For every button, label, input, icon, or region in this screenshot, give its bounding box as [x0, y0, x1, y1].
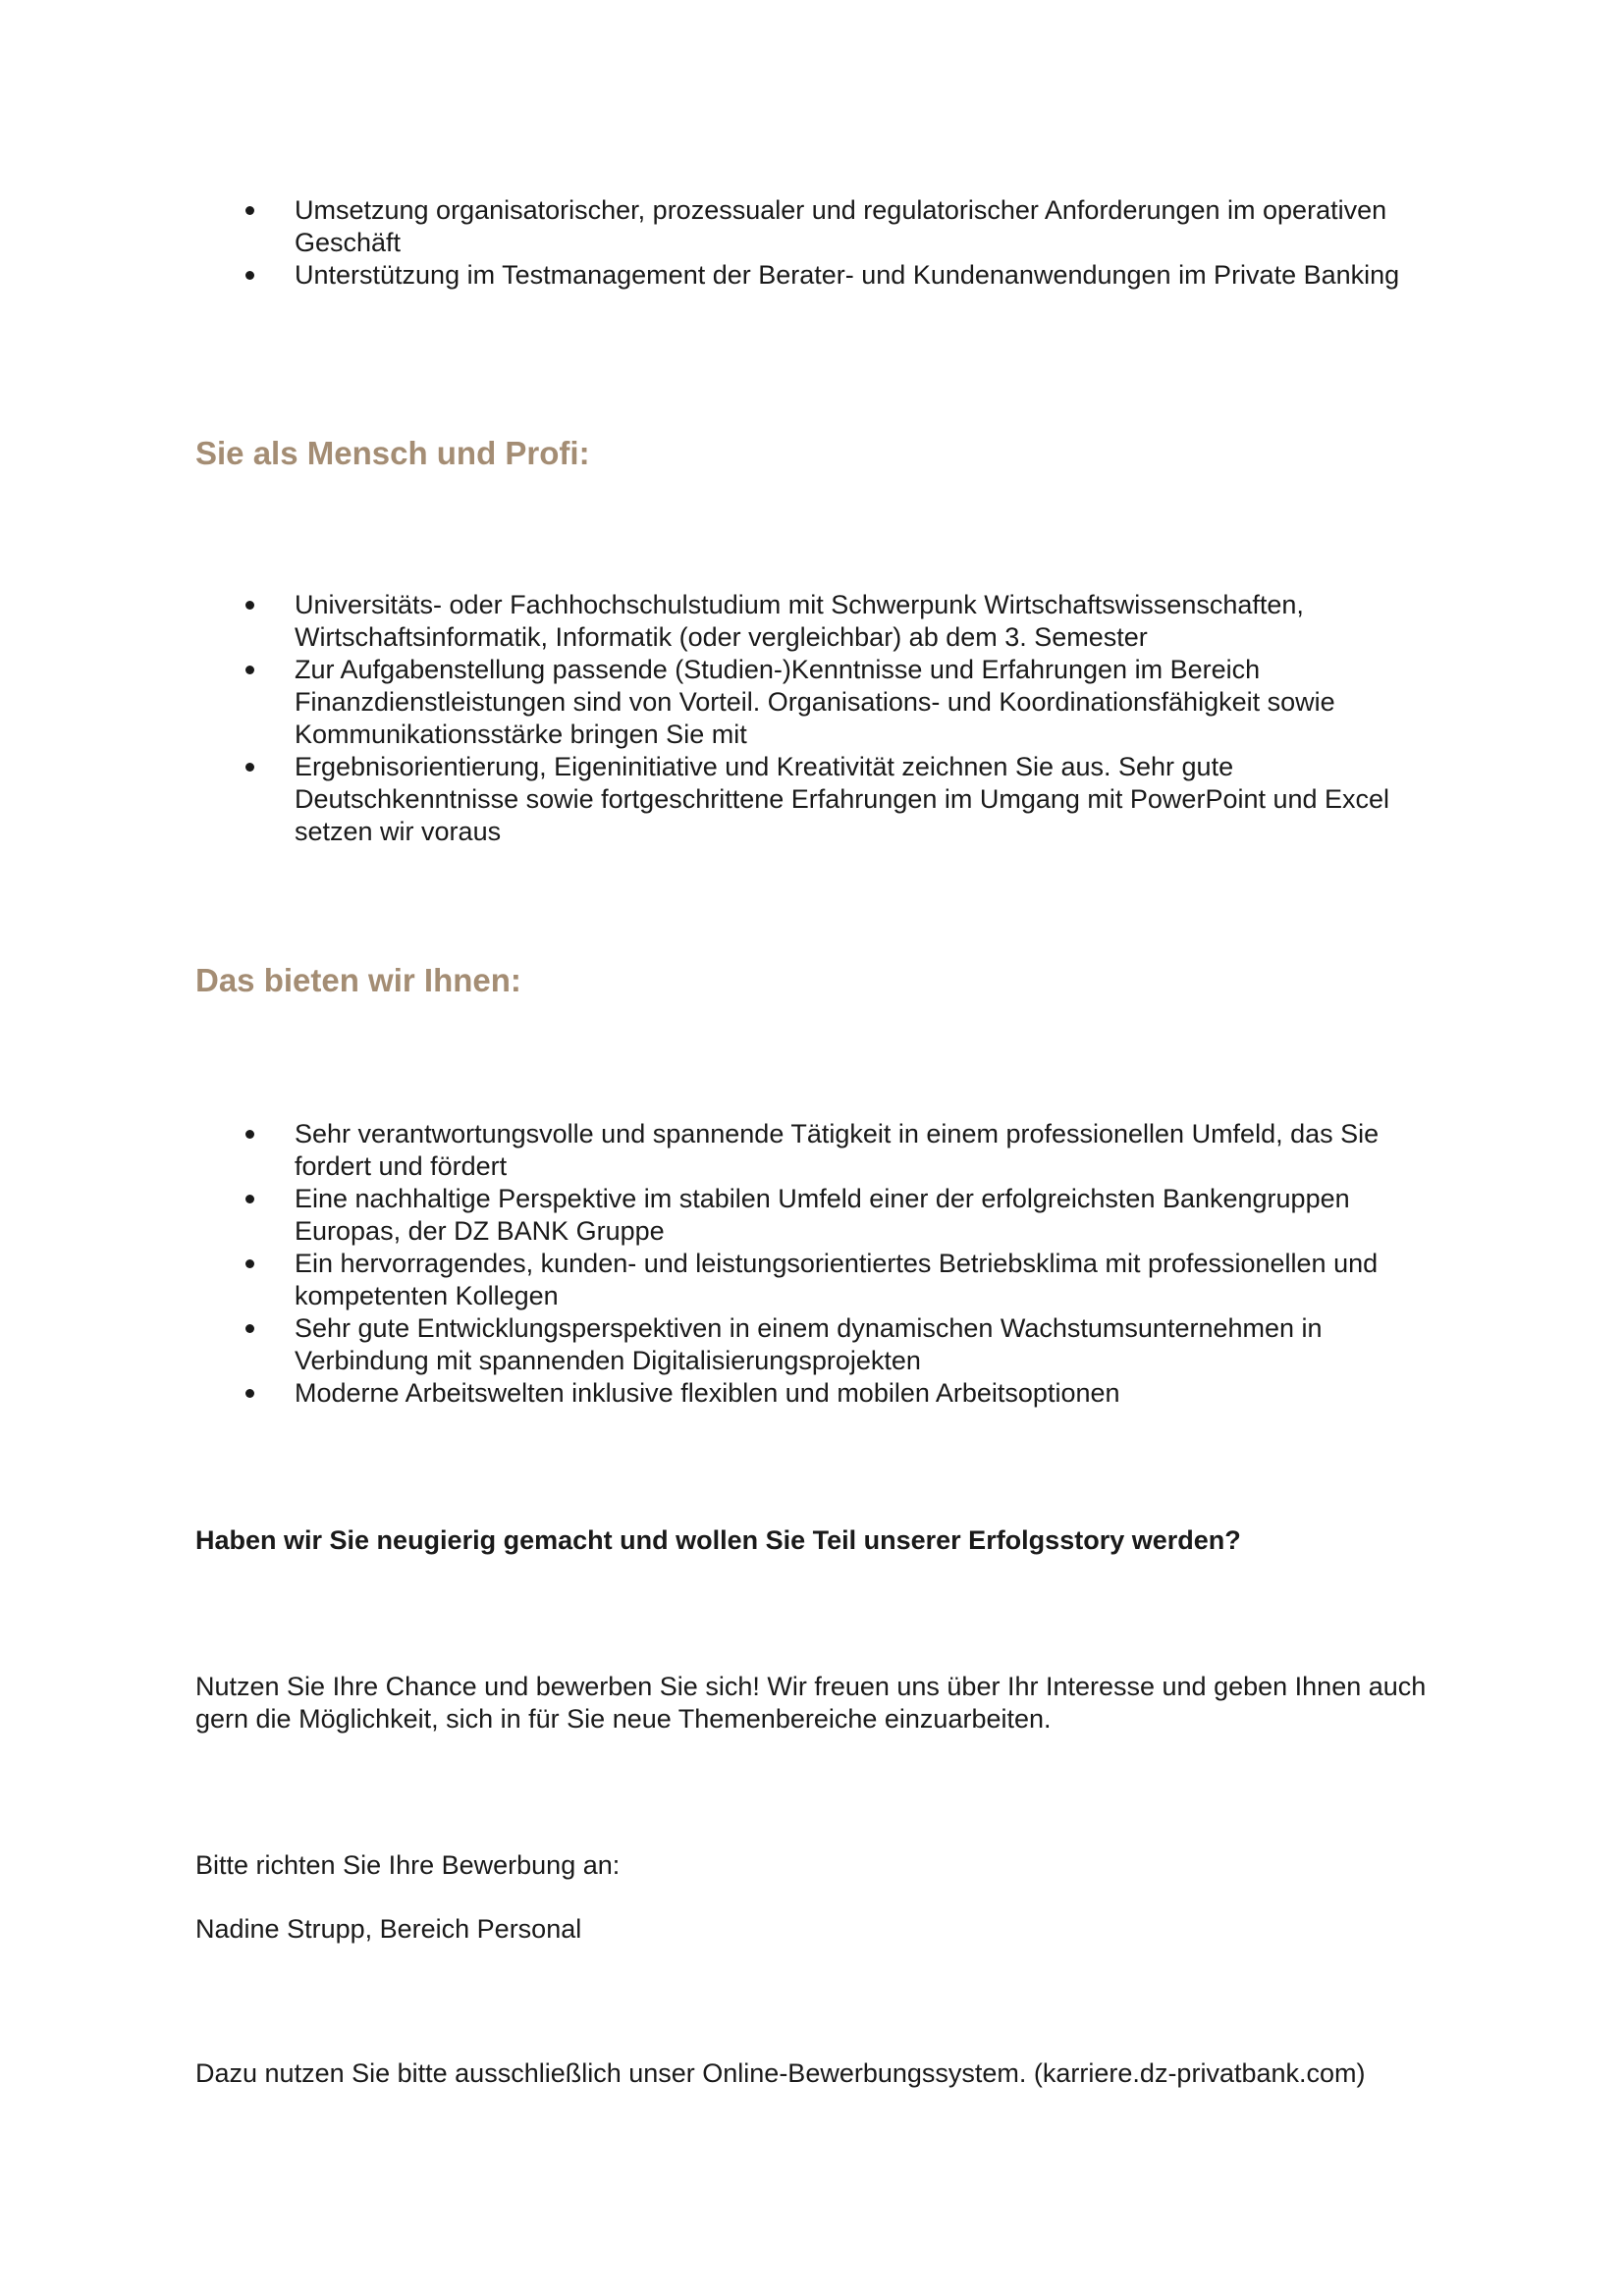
section-heading-profile: Sie als Mensch und Profi: — [195, 435, 590, 471]
list-item-text: Eine nachhaltige Perspektive im stabilen Umfeld einer der erfolgreichsten Bankengruppen Europas, der DZ BANK Gruppe — [295, 1184, 1350, 1246]
list-item — [245, 1183, 1443, 1248]
list-item-text: Sehr verantwortungsvolle und spannende Tätigkeit in einem professionellen Umfeld, das Sie fordert und fördert — [295, 1119, 1380, 1181]
list-item — [245, 1312, 1443, 1377]
bullet-icon — [245, 601, 254, 610]
contact-person: Nadine Strupp, Bereich Personal — [195, 1914, 582, 1944]
invitation-paragraph: Nutzen Sie Ihre Chance und bewerben Sie sich! Wir freuen uns über Ihr Interesse und geben Ihnen auch gern die Möglichkeit, sich in für Sie neue Themenbereiche einzuarbeiten. — [195, 1672, 1427, 1734]
list-item-text: Zur Aufgabenstellung passende (Studien-)Kenntnisse und Erfahrungen im Bereich Finanzdienstleistungen sind von Vorteil. Organisations- und Koordinationsfähigkeit sowie Kommunikationsstärke bringen Sie mit — [295, 655, 1335, 749]
bullet-icon — [245, 206, 254, 215]
bullet-icon — [245, 1259, 254, 1268]
list-item — [245, 1118, 1443, 1183]
profile-requirements-list — [245, 589, 1443, 848]
bullet-icon — [245, 1324, 254, 1333]
list-item — [245, 194, 1443, 259]
list-item — [245, 751, 1443, 848]
list-item — [245, 654, 1443, 751]
list-item — [245, 589, 1443, 654]
list-item — [245, 1377, 1443, 1410]
list-item-text: Ergebnisorientierung, Eigeninitiative und Kreativität zeichnen Sie aus. Sehr gute Deutschkenntnisse sowie fortgeschrittene Erfahrungen im Umgang mit PowerPoint und Excel setzen wir voraus — [295, 752, 1390, 846]
list-item-text: Ein hervorragendes, kunden- und leistungsorientiertes Betriebsklima mit professionellen und kompetenten Kollegen — [295, 1249, 1379, 1310]
list-item-text: Universitäts- oder Fachhochschulstudium mit Schwerpunk Wirtschaftswissenschaften, Wirtschaftsinformatik, Informatik (oder vergleichbar) ab dem 3. Semester — [295, 590, 1304, 652]
bullet-icon — [245, 666, 254, 674]
bullet-icon — [245, 1389, 254, 1398]
bullet-icon — [245, 763, 254, 772]
list-item-text: Moderne Arbeitswelten inklusive flexiblen und mobilen Arbeitsoptionen — [295, 1378, 1120, 1408]
closing-question: Haben wir Sie neugierig gemacht und wollen Sie Teil unserer Erfolgsstory werden? — [195, 1525, 1241, 1555]
list-item-text: Sehr gute Entwicklungsperspektiven in einem dynamischen Wachstumsunternehmen in Verbindung mit spannenden Digitalisierungsprojekten — [295, 1313, 1323, 1375]
bullet-icon — [245, 1130, 254, 1139]
application-recipient-label: Bitte richten Sie Ihre Bewerbung an: — [195, 1850, 621, 1880]
list-item — [245, 1248, 1443, 1312]
intro-task-list — [245, 194, 1443, 292]
bullet-icon — [245, 1195, 254, 1203]
list-item-text: Unterstützung im Testmanagement der Berater- und Kundenanwendungen im Private Banking — [295, 260, 1400, 290]
bullet-icon — [245, 271, 254, 280]
list-item — [245, 259, 1443, 292]
online-application-note: Dazu nutzen Sie bitte ausschließlich unser Online-Bewerbungssystem. (karriere.dz-privatbank.com) — [195, 2058, 1366, 2088]
offer-benefits-list — [245, 1118, 1443, 1410]
section-heading-offer: Das bieten wir Ihnen: — [195, 962, 521, 998]
list-item-text: Umsetzung organisatorischer, prozessualer und regulatorischer Anforderungen im operativen Geschäft — [295, 195, 1387, 257]
